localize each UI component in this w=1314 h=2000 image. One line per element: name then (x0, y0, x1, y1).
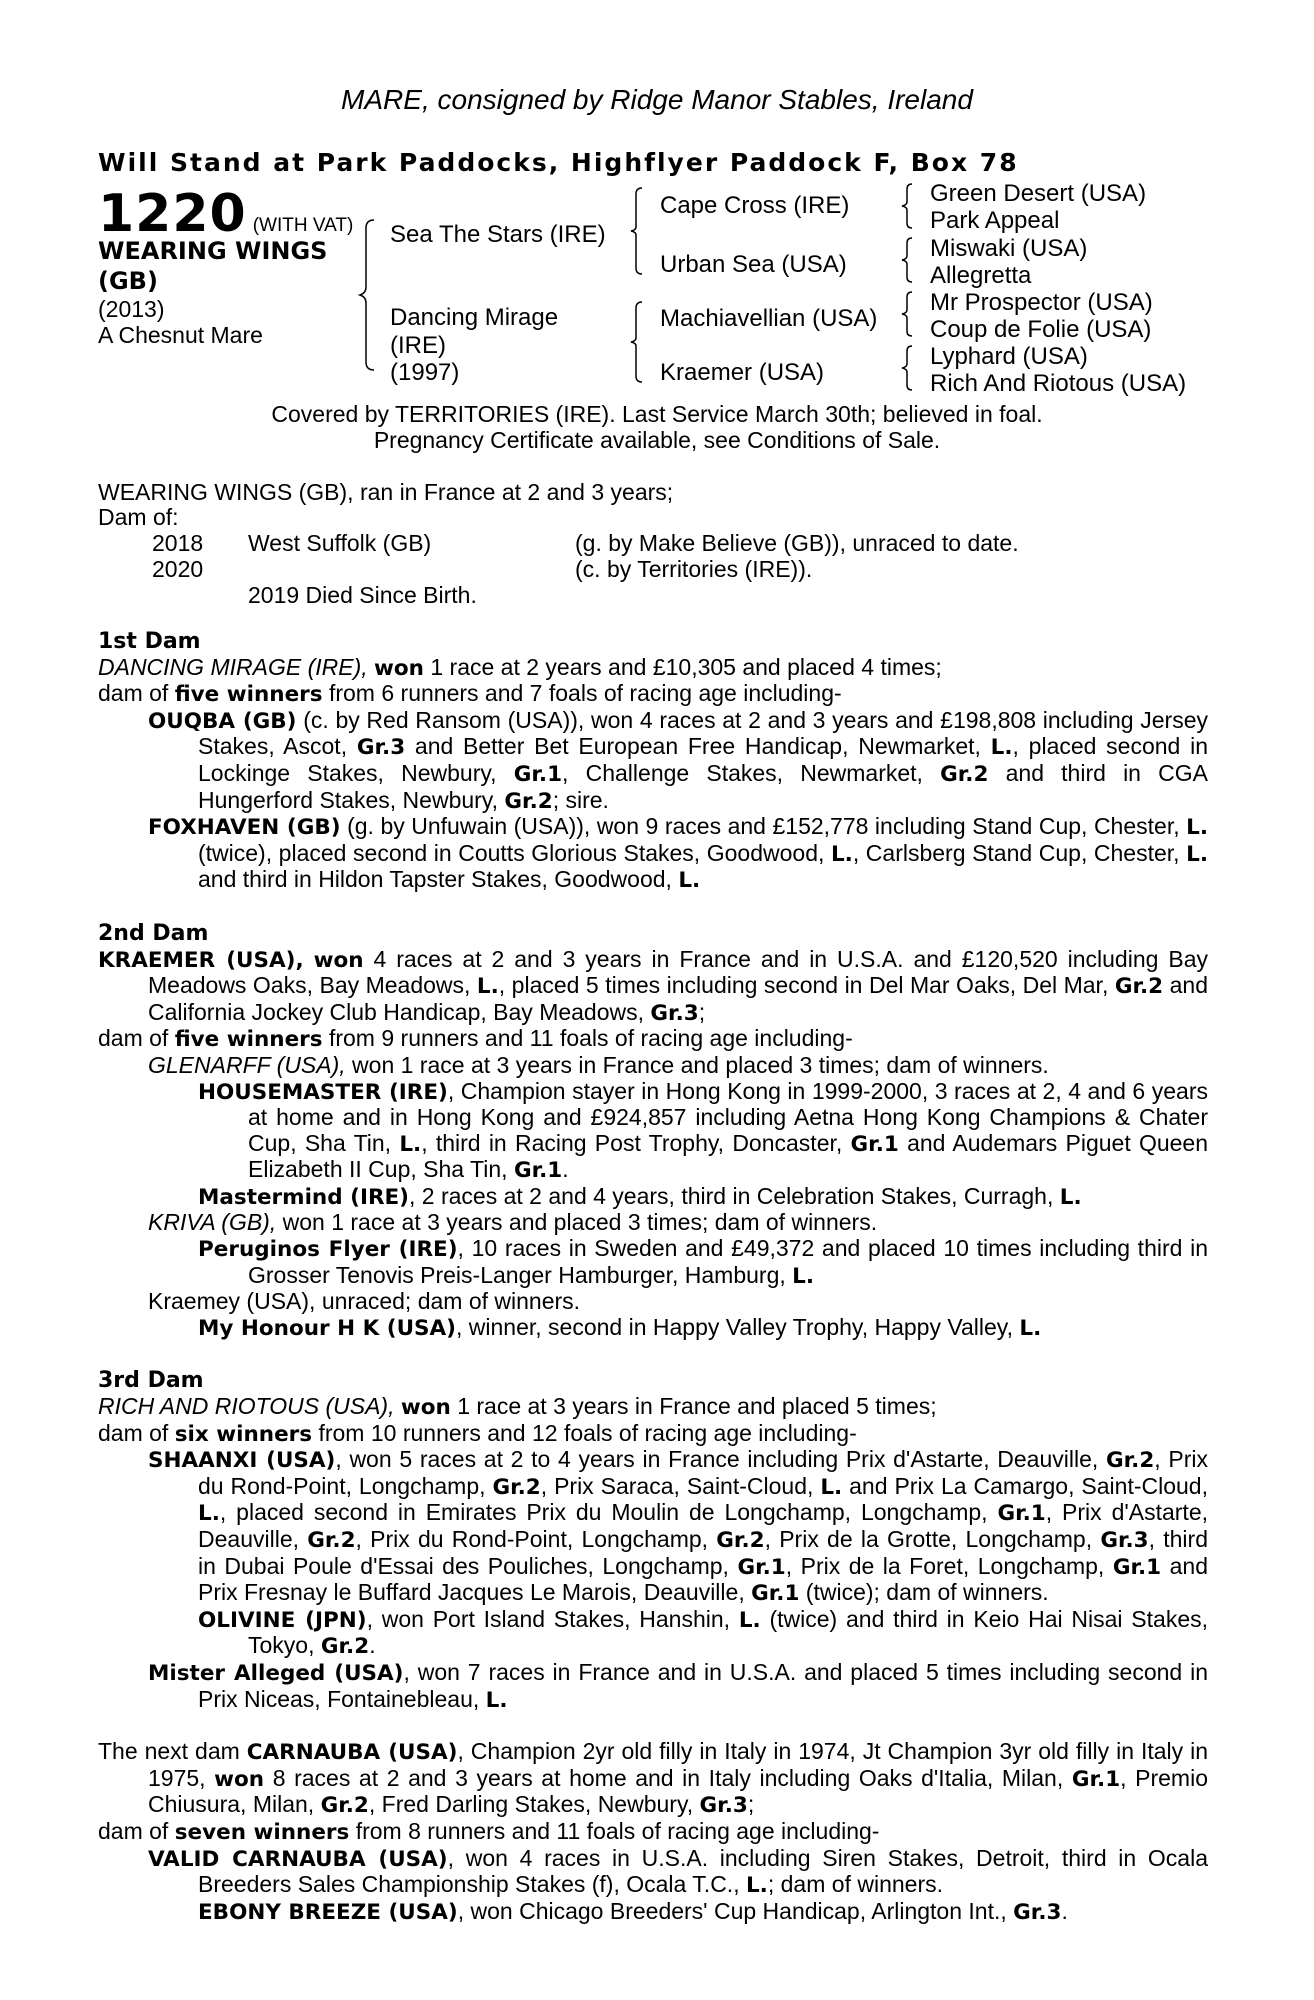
third-dam-produce: dam of six winners from 10 runners and 12 foals of racing age including- (98, 1419, 857, 1447)
page-title: MARE, consigned by Ridge Manor Stables, Ireland (341, 84, 973, 115)
pedigree-dsd: Coup de Folie (USA) (930, 316, 1152, 343)
entry-olivine: OLIVINE (JPN), won Port Island Stakes, Hanshin, L. (twice) and third in Keio Hai Nisai Stakes, Tokyo, Gr.2. (198, 1605, 1209, 1660)
pedigree-dam-line-3: (1997) (390, 359, 460, 386)
pedigree-dam-line-1: Dancing Mirage (390, 304, 559, 331)
pedigree-ssd: Park Appeal (930, 207, 1060, 234)
horse-description: A Chesnut Mare (98, 322, 263, 348)
first-dam-line: DANCING MIRAGE (IRE), won 1 race at 2 years and £10,305 and placed 4 times; (98, 653, 942, 681)
produce-year-2: 2020 (152, 556, 204, 582)
entry-glenarff: GLENARFF (USA), won 1 race at 3 years in France and placed 3 times; dam of winners. (148, 1051, 1049, 1078)
section-2nd-dam: 2nd Dam (98, 920, 209, 946)
pedigree-brace-dd (900, 346, 918, 390)
covered-line-1: Covered by TERRITORIES (IRE). Last Service March 30th; believed in foal. (271, 401, 1043, 427)
next-dam-line: The next dam CARNAUBA (USA), Champion 2yr old filly in Italy in 1974, Jt Champion 3yr old filly in Italy in 1975, won 8 races at 2 and 3 years at home and in Italy including Oaks d'Italia, Milan, Gr.1, Premio Chiusura, Milan, Gr.2, Fred Darling Stakes, Newbury, Gr.3; (98, 1738, 1208, 1819)
section-1st-dam: 1st Dam (98, 629, 201, 654)
vat-note: (WITH VAT) (252, 215, 354, 236)
pedigree-brace-dam (630, 302, 650, 382)
produce-detail-2: (c. by Territories (IRE)). (575, 556, 813, 582)
pedigree-sire-dam: Urban Sea (USA) (660, 251, 847, 278)
lot-number: 1220 (98, 184, 247, 244)
covered-line-2: Pregnancy Certificate available, see Conditions of Sale. (373, 427, 941, 453)
pedigree-dss: Mr Prospector (USA) (930, 289, 1153, 316)
pedigree-dam-dam: Kraemer (USA) (660, 359, 825, 386)
entry-mastermind: Mastermind (IRE), 2 races at 2 and 4 years, third in Celebration Stakes, Curragh, L. (198, 1182, 1082, 1210)
produce-name-1: West Suffolk (GB) (248, 530, 432, 556)
entry-housemaster: HOUSEMASTER (IRE), Champion stayer in Hong Kong in 1999-2000, 3 races at 2, 4 and 6 years at home and in Hong Kong and £924,857 including Aetna Hong Kong Champions & Chater Cup, Sha Tin, L., third in Racing Post Trophy, Doncaster, Gr.1 and Audemars Piguet Queen Elizabeth II Cup, Sha Tin, Gr.1. (198, 1077, 1209, 1184)
entry-valid-carnauba: VALID CARNAUBA (USA), won 4 races in U.S.A. including Siren Stakes, Detroit, third in Ocala Breeders Sales Championship Stakes (f), Ocala T.C., L.; dam of winners. (148, 1844, 1208, 1899)
third-dam-line: RICH AND RIOTOUS (USA), won 1 race at 3 years in France and placed 5 times; (98, 1393, 937, 1421)
entry-kraemey: Kraemey (USA), unraced; dam of winners. (148, 1288, 581, 1315)
pedigree-brace-ss (900, 184, 918, 228)
entry-kriva: KRIVA (GB), won 1 race at 3 years and placed 3 times; dam of winners. (148, 1209, 878, 1236)
pedigree-dam-sire: Machiavellian (USA) (660, 305, 878, 332)
stable-location: Will Stand at Park Paddocks, Highflyer Paddock F, Box 78 (98, 148, 1019, 177)
pedigree-brace-sire (630, 188, 650, 274)
entry-peruginos: Peruginos Flyer (IRE), 10 races in Sweden and £49,372 and placed 10 times including third in Grosser Tenovis Preis-Langer Hamburger, Hamburg, L. (198, 1235, 1208, 1289)
pedigree-dds: Lyphard (USA) (930, 343, 1088, 370)
pedigree-brace-ds (900, 292, 918, 336)
entry-mister-alleged: Mister Alleged (USA), won 7 races in France and in U.S.A. and placed 5 times including second in Prix Niceas, Fontainebleau, L. (148, 1658, 1208, 1713)
pedigree-sire: Sea The Stars (IRE) (390, 221, 606, 248)
entry-ouqba: OUQBA (GB) (c. by Red Ransom (USA)), won 4 races at 2 and 3 years and £198,808 including Jersey Stakes, Ascot, Gr.3 and Better Bet European Free Handicap, Newmarket, L., placed second in Lockinge Stakes, Newbury, Gr.1, Challenge Stakes, Newmarket, Gr.2 and third in CGA Hungerford Stakes, Newbury, Gr.2; sire. (148, 706, 1208, 814)
second-dam-produce: dam of five winners from 9 runners and 11 foals of racing age including- (98, 1025, 853, 1053)
produce-intro: WEARING WINGS (GB), ran in France at 2 and 3 years; (98, 479, 674, 505)
horse-year: (2013) (98, 296, 165, 322)
pedigree-sire-sire: Cape Cross (IRE) (660, 192, 850, 219)
second-dam-line: KRAEMER (USA), won 4 races at 2 and 3 years in France and in U.S.A. and £120,520 including Bay Meadows Oaks, Bay Meadows, L., placed 5 times including second in Del Mar Oaks, Del Mar, Gr.2 and California Jockey Club Handicap, Bay Meadows, Gr.3; (98, 945, 1209, 1026)
pedigree-brace-sd (900, 238, 918, 282)
entry-foxhaven: FOXHAVEN (GB) (g. by Unfuwain (USA)), won 9 races and £152,778 including Stand Cup, Chester, L. (twice), placed second in Coutts Glorious Stakes, Goodwood, L., Carlsberg Stand Cup, Chester, L. and third in Hildon Tapster Stakes, Goodwood, L. (148, 813, 1208, 894)
horse-name-line-2: (GB) (98, 267, 158, 295)
next-dam-produce: dam of seven winners from 8 runners and 11 foals of racing age including- (98, 1817, 880, 1845)
pedigree-sdd: Allegretta (930, 262, 1032, 289)
pedigree-dam-line-2: (IRE) (390, 332, 446, 359)
produce-dam-of: Dam of: (98, 504, 179, 530)
pedigree-ddd: Rich And Riotous (USA) (930, 370, 1187, 397)
produce-year-1: 2018 (152, 530, 204, 556)
horse-name-line-1: WEARING WINGS (98, 237, 328, 265)
lot-number-line (98, 184, 353, 244)
section-3rd-dam: 3rd Dam (98, 1368, 204, 1394)
entry-myhonour: My Honour H K (USA), winner, second in Happy Valley Trophy, Happy Valley, L. (198, 1313, 1042, 1341)
produce-note: 2019 Died Since Birth. (248, 582, 477, 608)
entry-ebony-breeze: EBONY BREEZE (USA), won Chicago Breeders' Cup Handicap, Arlington Int., Gr.3. (198, 1897, 1068, 1925)
pedigree-sss: Green Desert (USA) (930, 180, 1147, 207)
entry-shaanxi: SHAANXI (USA), won 5 races at 2 to 4 years in France including Prix d'Astarte, Deauville, Gr.2, Prix du Rond-Point, Longchamp, Gr.2, Prix Saraca, Saint-Cloud, L. and Prix La Camargo, Saint-Cloud, L., placed second in Emirates Prix du Moulin de Longchamp, Longchamp, Gr.1, Prix d'Astarte, Deauville, Gr.2, Prix du Rond-Point, Longchamp, Gr.2, Prix de la Grotte, Longchamp, Gr.3, third in Dubai Poule d'Essai des Pouliches, Longchamp, Gr.1, Prix de la Foret, Longchamp, Gr.1 and Prix Fresnay le Buffard Jacques Le Marois, Deauville, Gr.1 (twice); dam of winners. (148, 1446, 1208, 1607)
pedigree-brace-main (360, 220, 380, 370)
first-dam-produce: dam of five winners from 6 runners and 7 foals of racing age including- (98, 680, 842, 708)
dam-details (98, 628, 1208, 1925)
produce-detail-1: (g. by Make Believe (GB)), unraced to date. (575, 530, 1019, 556)
horse-name (98, 236, 358, 296)
pedigree-sds: Miswaki (USA) (930, 235, 1088, 262)
